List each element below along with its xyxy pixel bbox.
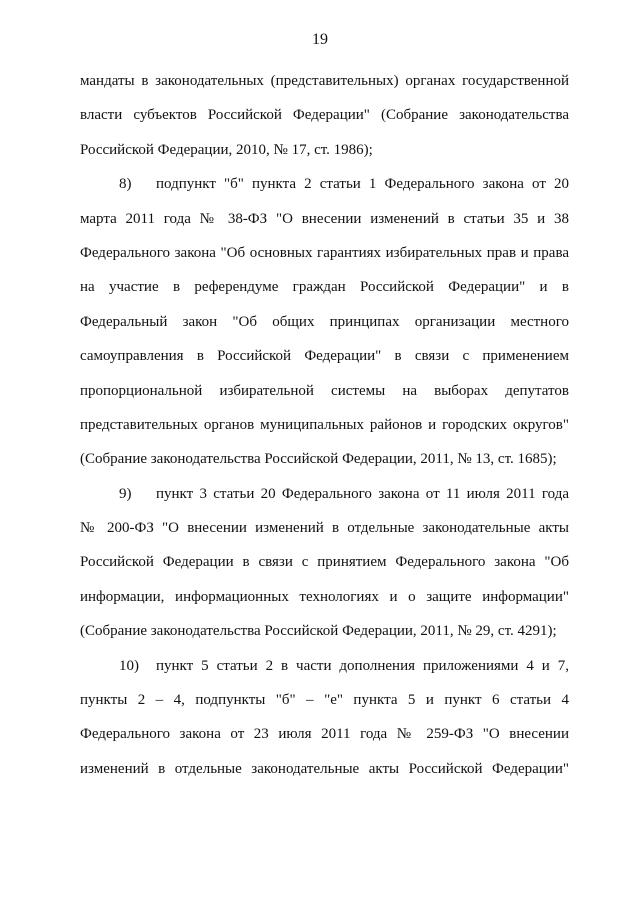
text-line: Российской Федерации, 2010, № 17, ст. 1986); <box>80 141 373 158</box>
item-number: 9) <box>119 485 132 502</box>
text-line: Российской Федерации в связи с принятием Федерального закона "Об <box>80 554 569 571</box>
text-line: представительных органов муниципальных районов и городских округов" <box>80 416 569 433</box>
text-line: пункт 3 статьи 20 Федерального закона от 11 июля 2011 года <box>156 485 569 502</box>
text-line: пропорциональной избирательной системы на выборах депутатов <box>80 382 569 399</box>
text-line: № 200-ФЗ "О внесении изменений в отдельные законодательные акты <box>80 520 569 537</box>
text-line: изменений в отдельные законодательные акты Российской Федерации" <box>80 760 569 777</box>
page-number: 19 <box>312 31 328 48</box>
text-line: информации, информационных технологиях и о защите информации" <box>80 588 569 605</box>
text-line: подпункт "б" пункта 2 статьи 1 Федерального закона от 20 <box>156 176 569 193</box>
text-line: пункты 2 – 4, подпункты "б" – "е" пункта 5 и пункт 6 статьи 4 <box>80 692 569 709</box>
text-line: марта 2011 года № 38-ФЗ "О внесении изменений в статьи 35 и 38 <box>80 210 569 227</box>
list-item-9-first-line <box>80 477 569 511</box>
list-item-10-first-line <box>80 649 569 683</box>
text-line: Федеральный закон "Об общих принципах организации местного <box>80 313 569 330</box>
text-line: самоуправления в Российской Федерации" в связи с применением <box>80 348 569 365</box>
text-line: мандаты в законодательных (представительных) органах государственной <box>80 73 569 89</box>
text-line: (Собрание законодательства Российской Федерации, 2011, № 29, ст. 4291); <box>80 623 557 640</box>
text-line: на участие в референдуме граждан Российской Федерации" и в <box>80 279 569 296</box>
text-line: (Собрание законодательства Российской Федерации, 2011, № 13, ст. 1685); <box>80 451 557 468</box>
text-line: Федерального закона от 23 июля 2011 года № 259-ФЗ "О внесении <box>80 726 569 743</box>
text-line: власти субъектов Российской Федерации" (Собрание законодательства <box>80 107 569 124</box>
document-body <box>80 64 569 786</box>
item-number: 8) <box>119 176 132 193</box>
text-line: Федерального закона "Об основных гарантиях избирательных прав и права <box>80 244 569 261</box>
item-number: 10) <box>119 657 139 674</box>
text-line: пункт 5 статьи 2 в части дополнения приложениями 4 и 7, <box>156 657 569 674</box>
list-item-8-first-line <box>80 167 569 201</box>
